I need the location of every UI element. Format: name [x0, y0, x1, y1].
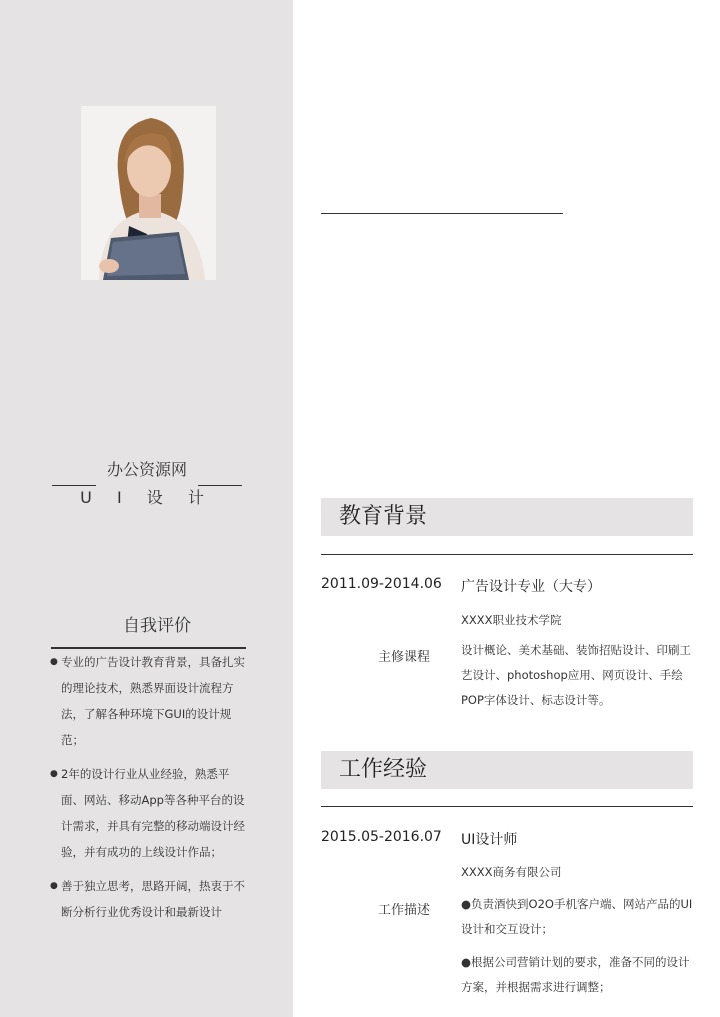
work-company: XXXX商务有限公司 — [461, 865, 562, 879]
name-divider-right — [198, 485, 242, 486]
bullet-icon: ● — [50, 881, 58, 891]
self-evaluation-item — [50, 761, 250, 865]
self-evaluation-item — [50, 649, 250, 753]
education-divider — [321, 554, 693, 555]
education-major: 广告设计专业（大专） — [461, 579, 601, 595]
self-evaluation-text: 2年的设计行业从业经验，熟悉平面、网站、移动App等各种平台的设计需求，并具有完整的移动端设计经验，并有成功的上线设计作品； — [61, 767, 245, 859]
work-description-item: ●根据公司营销计划的要求，准备不同的设计方案，并根据需求进行调整； — [461, 955, 690, 994]
education-section-title: 教育背景 — [339, 504, 428, 529]
self-evaluation-text: 善于独立思考，思路开阔，热衷于不断分析行业优秀设计和最新设计 — [61, 879, 245, 919]
self-evaluation-title: 自我评价 — [123, 616, 191, 636]
header-divider — [321, 213, 563, 214]
courses-label: 主修课程 — [378, 650, 431, 665]
bullet-icon: ● — [50, 769, 58, 779]
name-divider-left — [52, 485, 96, 486]
name-subtitle: U I 设 计 — [80, 488, 214, 507]
courses-text: 设计概论、美术基础、装饰招贴设计、印刷工艺设计、photoshop应用、网页设计、手绘POP字体设计、标志设计等。 — [461, 643, 691, 707]
self-evaluation-item — [50, 873, 250, 925]
profile-photo — [81, 106, 216, 280]
work-description-label: 工作描述 — [378, 903, 431, 918]
work-section-header — [321, 751, 693, 789]
name-block — [52, 458, 242, 510]
work-date: 2015.05-2016.07 — [321, 829, 442, 845]
work-position: UI设计师 — [461, 832, 518, 848]
education-section-header — [321, 498, 693, 536]
self-evaluation-list — [50, 649, 250, 933]
sidebar — [0, 0, 293, 1017]
education-school: XXXX职业技术学院 — [461, 613, 562, 627]
work-divider — [321, 806, 693, 807]
work-description-item: ●负责酒快到O2O手机客户端、网站产品的UI设计和交互设计； — [461, 897, 693, 936]
name-title: 办公资源网 — [106, 460, 187, 479]
portrait-image — [81, 106, 216, 280]
self-evaluation-text: 专业的广告设计教育背景，具备扎实的理论技术，熟悉界面设计流程方法，了解各种环境下GUI的设计规范； — [61, 655, 245, 747]
work-section-title: 工作经验 — [339, 757, 428, 782]
education-date: 2011.09-2014.06 — [321, 576, 442, 592]
bullet-icon: ● — [50, 657, 58, 667]
